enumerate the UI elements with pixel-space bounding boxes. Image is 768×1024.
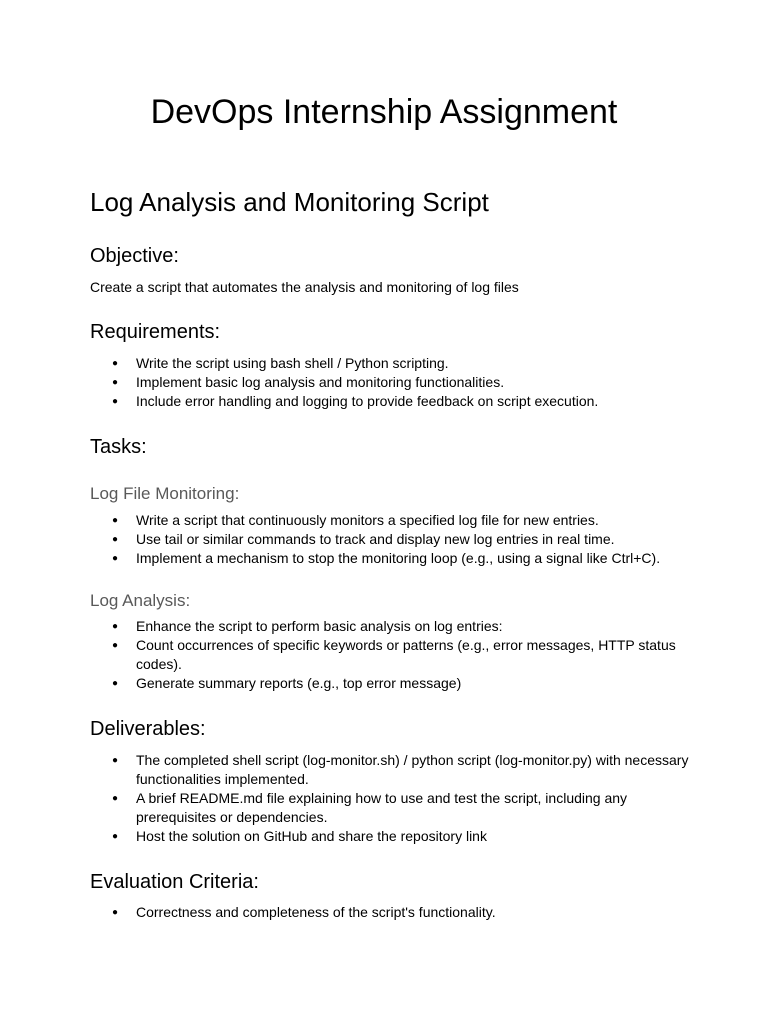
document-title: DevOps Internship Assignment [150,93,618,131]
requirements-list [90,354,690,411]
deliverables-list [90,751,690,846]
list-item: ● Write a script that continuously monitors a specified log file for new entries. [90,511,690,530]
list-item: ● Implement basic log analysis and monitoring functionalities. [90,373,690,392]
list-item: ● Use tail or similar commands to track and display new log entries in real time. [90,530,690,549]
evaluation-list [90,903,690,922]
monitoring-list [90,511,690,568]
list-item: ● Implement a mechanism to stop the monitoring loop (e.g., using a signal like Ctrl+C). [90,549,690,568]
list-item: ● Write the script using bash shell / Python scripting. [90,354,690,373]
list-item: ● Correctness and completeness of the script's functionality. [90,903,690,922]
list-item: ● The completed shell script (log-monitor.sh) / python script (log-monitor.py) with necessary functionalities implemented. [90,751,690,789]
deliverables-heading: Deliverables: [90,718,206,740]
log-analysis-heading: Log Analysis: [90,591,191,610]
log-file-monitoring-heading: Log File Monitoring: [90,484,240,503]
analysis-list [90,617,690,693]
list-item: ● Enhance the script to perform basic analysis on log entries: [90,617,690,636]
requirements-heading: Requirements: [90,321,221,343]
section-title: Log Analysis and Monitoring Script [90,187,489,217]
tasks-heading: Tasks: [90,436,147,458]
evaluation-criteria-heading: Evaluation Criteria: [90,871,259,893]
list-item: ● Host the solution on GitHub and share the repository link [90,827,690,846]
objective-heading: Objective: [90,245,179,267]
list-item: ● Include error handling and logging to provide feedback on script execution. [90,392,690,411]
list-item: ● Generate summary reports (e.g., top error message) [90,674,690,693]
objective-text: Create a script that automates the analysis and monitoring of log files [90,279,519,295]
list-item: ● Count occurrences of specific keywords or patterns (e.g., error messages, HTTP status codes). [90,636,690,674]
list-item: ● A brief README.md file explaining how to use and test the script, including any prerequisites or dependencies. [90,789,690,827]
